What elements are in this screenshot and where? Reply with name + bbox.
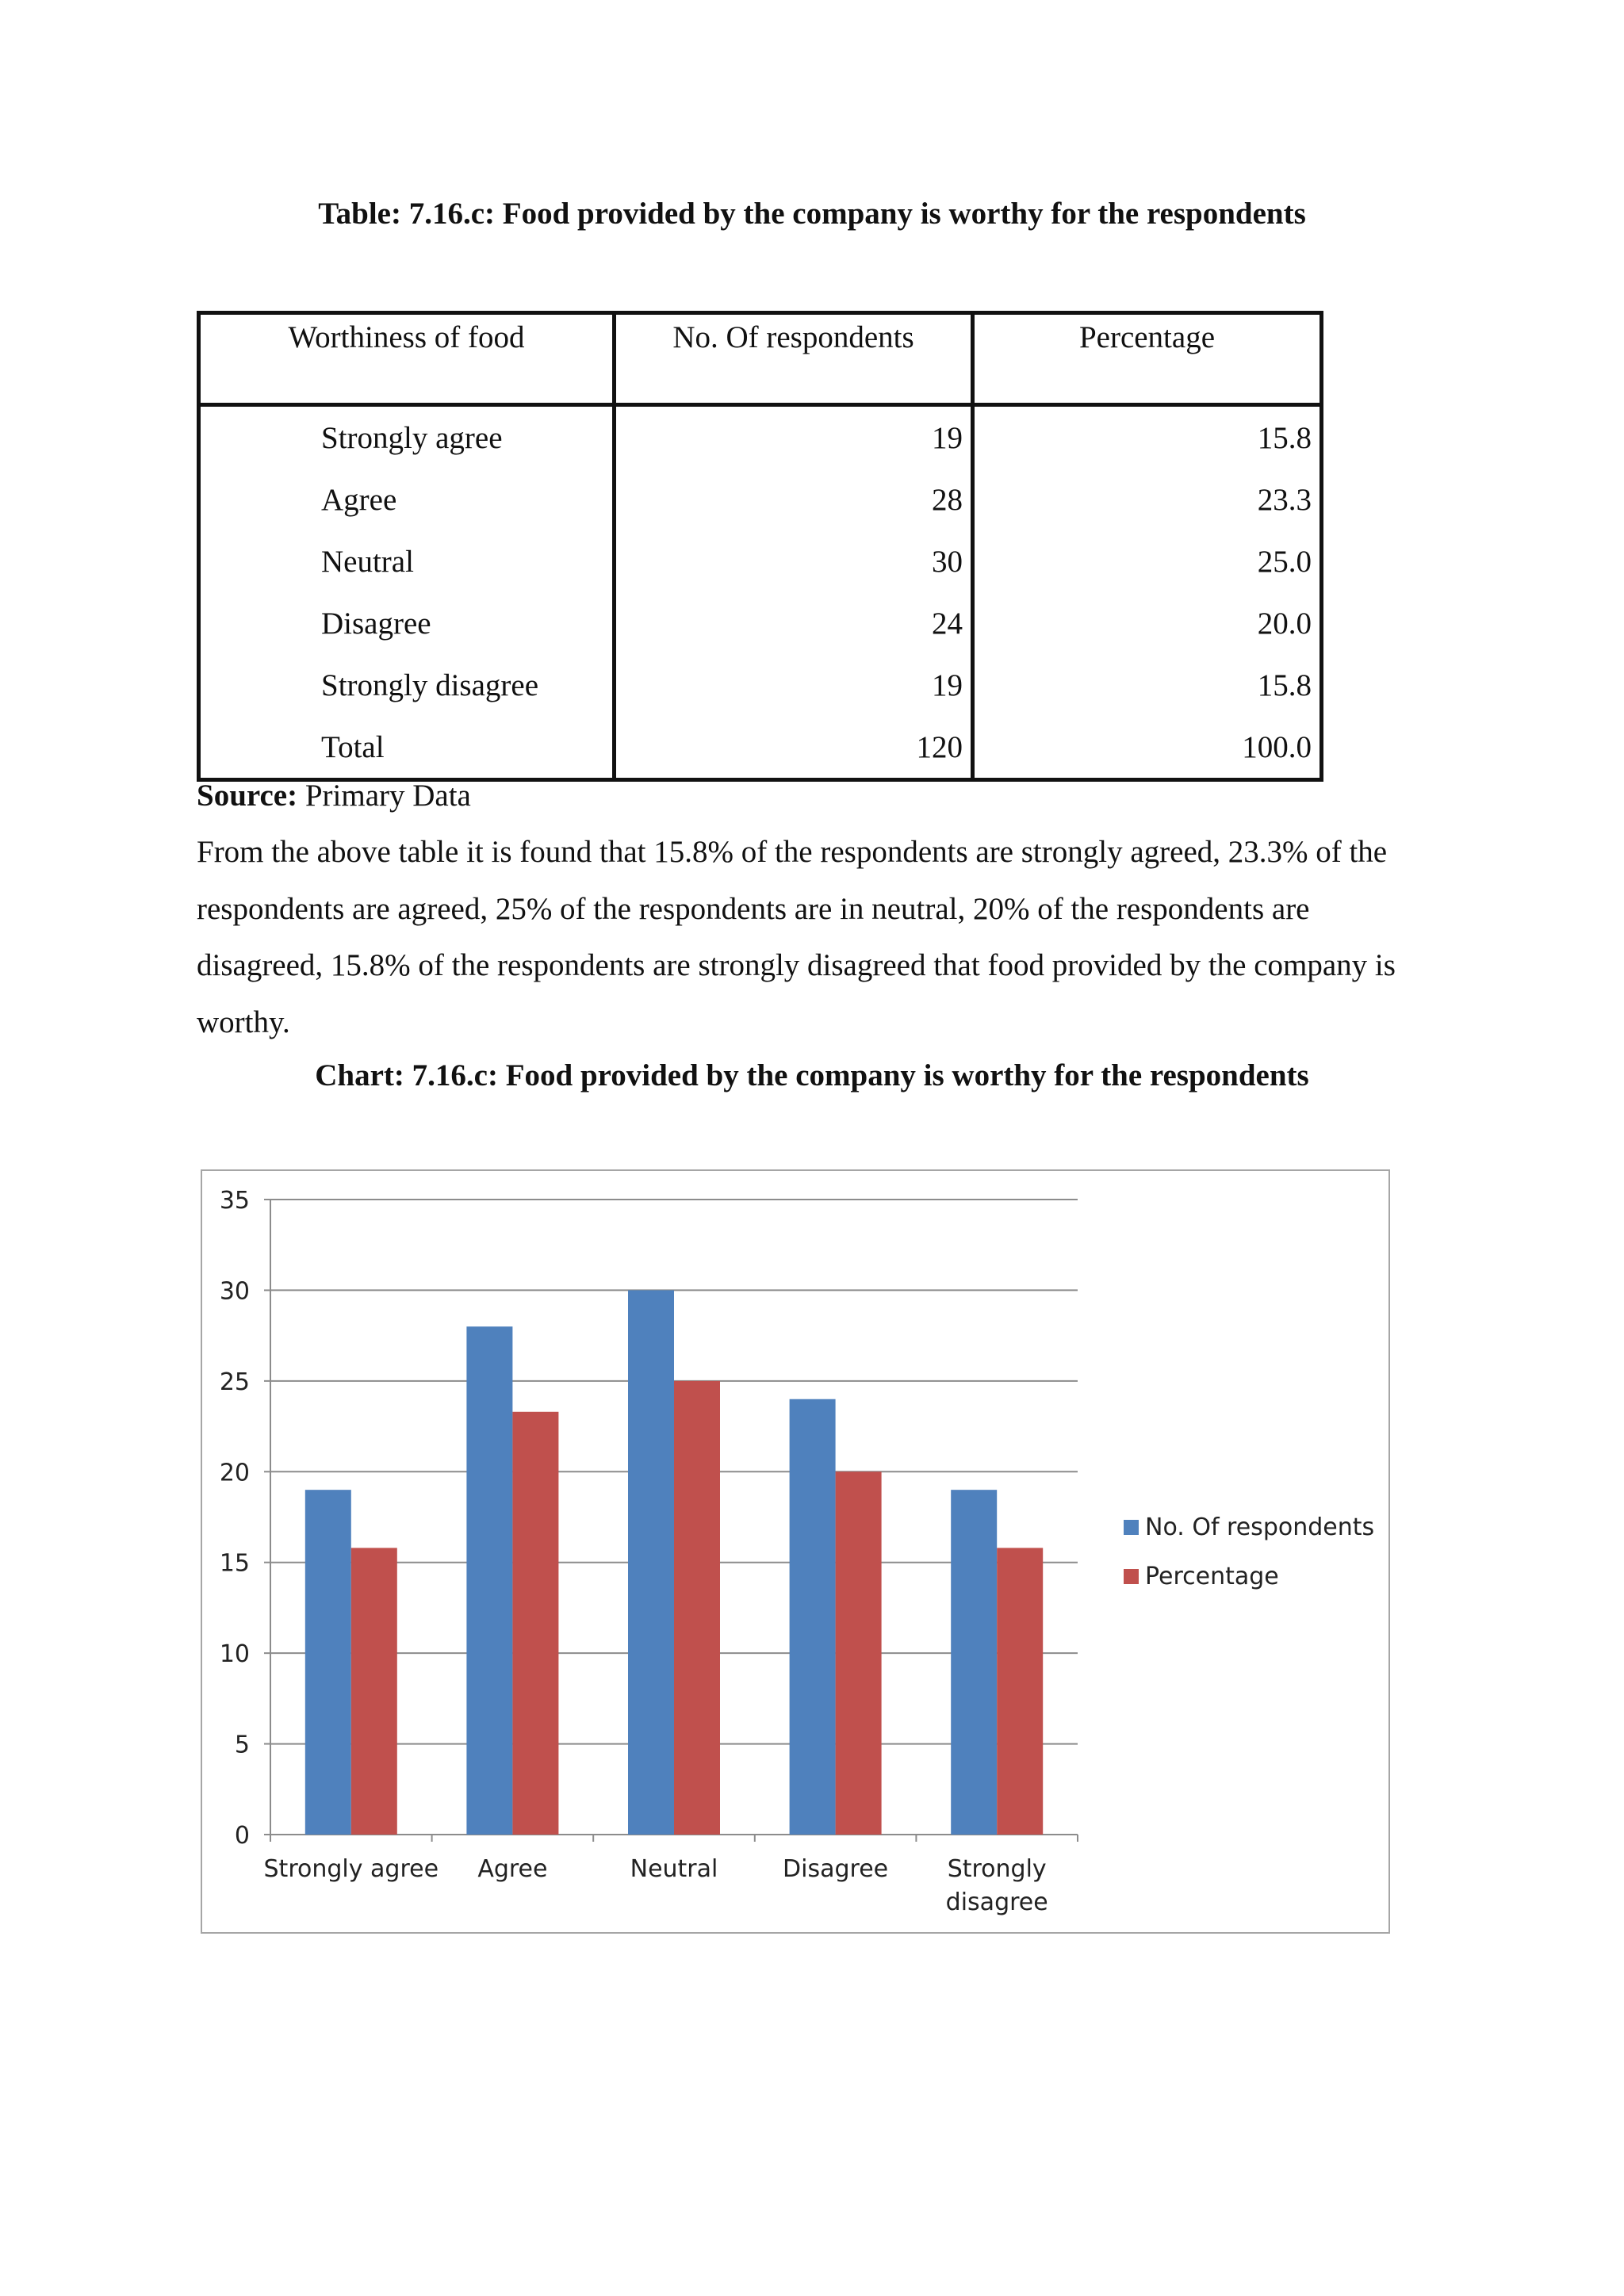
x-tick-label: disagree xyxy=(945,1888,1048,1916)
column-header: Percentage xyxy=(973,313,1322,405)
bar-respondents xyxy=(951,1490,997,1835)
data-table xyxy=(197,311,1323,782)
y-tick-label: 35 xyxy=(219,1187,250,1215)
bar-respondents xyxy=(628,1290,674,1835)
y-tick-label: 20 xyxy=(219,1459,250,1487)
legend-swatch xyxy=(1124,1520,1139,1535)
row-label: Strongly agree xyxy=(199,405,615,469)
x-tick-label: Disagree xyxy=(783,1855,889,1883)
row-count: 30 xyxy=(615,530,973,592)
bar-percentage xyxy=(836,1471,882,1835)
row-label: Neutral xyxy=(199,530,615,592)
table-row xyxy=(199,530,1322,592)
row-label: Strongly disagree xyxy=(199,654,615,716)
table-title: Table: 7.16.c: Food provided by the company is worthy for the respondents xyxy=(318,197,1306,231)
chart-title: Chart: 7.16.c: Food provided by the company is worthy for the respondents xyxy=(315,1058,1309,1093)
body-paragraph: From the above table it is found that 15.8% of the respondents are strongly agreed, 23.3% of the respondents are agreed, 25% of the respondents are in neutral, 20% of the respondents are disagreed, 15.8% of the respondents are strongly disagreed that food provided by the company is worthy. xyxy=(197,835,1396,1039)
row-percent: 20.0 xyxy=(973,592,1322,654)
source-line xyxy=(197,767,1434,825)
source-label: Source: xyxy=(197,779,298,813)
row-percent: 23.3 xyxy=(973,469,1322,530)
column-header: Worthiness of food xyxy=(199,313,615,405)
bar-percentage xyxy=(674,1381,720,1835)
x-tick-label: Neutral xyxy=(630,1855,718,1883)
row-count: 28 xyxy=(615,469,973,530)
y-tick-label: 25 xyxy=(219,1368,250,1396)
bar-respondents xyxy=(466,1326,512,1835)
column-header: No. Of respondents xyxy=(615,313,973,405)
y-tick-label: 10 xyxy=(219,1640,250,1669)
table-row xyxy=(199,654,1322,716)
row-percent: 15.8 xyxy=(973,405,1322,469)
table-header-row xyxy=(199,313,1322,405)
legend-label: Percentage xyxy=(1145,1563,1279,1590)
row-label: Total xyxy=(199,716,615,780)
y-tick-label: 30 xyxy=(219,1277,250,1306)
bar-percentage xyxy=(512,1412,558,1835)
bar-respondents xyxy=(305,1490,351,1835)
legend-label: No. Of respondents xyxy=(1145,1513,1375,1541)
row-percent: 15.8 xyxy=(973,654,1322,716)
bar-respondents xyxy=(790,1399,836,1835)
legend-swatch xyxy=(1124,1569,1139,1584)
y-tick-label: 0 xyxy=(234,1822,250,1850)
table-row xyxy=(199,469,1322,530)
row-label: Disagree xyxy=(199,592,615,654)
table-row xyxy=(199,405,1322,469)
row-percent: 100.0 xyxy=(973,716,1322,780)
row-count: 120 xyxy=(615,716,973,780)
row-count: 24 xyxy=(615,592,973,654)
y-tick-label: 15 xyxy=(219,1549,250,1578)
bar-chart xyxy=(202,1171,1388,1932)
bar-percentage xyxy=(351,1548,397,1835)
bar-percentage xyxy=(997,1548,1043,1835)
row-count: 19 xyxy=(615,654,973,716)
table-row xyxy=(199,592,1322,654)
row-label: Agree xyxy=(199,469,615,530)
x-tick-label: Agree xyxy=(477,1855,548,1883)
source-text: Primary Data xyxy=(297,779,471,813)
chart-frame xyxy=(201,1169,1390,1934)
y-tick-label: 5 xyxy=(234,1731,250,1759)
row-count: 19 xyxy=(615,405,973,469)
x-tick-label: Strongly agree xyxy=(263,1855,439,1883)
x-tick-label: Strongly xyxy=(947,1855,1047,1883)
row-percent: 25.0 xyxy=(973,530,1322,592)
